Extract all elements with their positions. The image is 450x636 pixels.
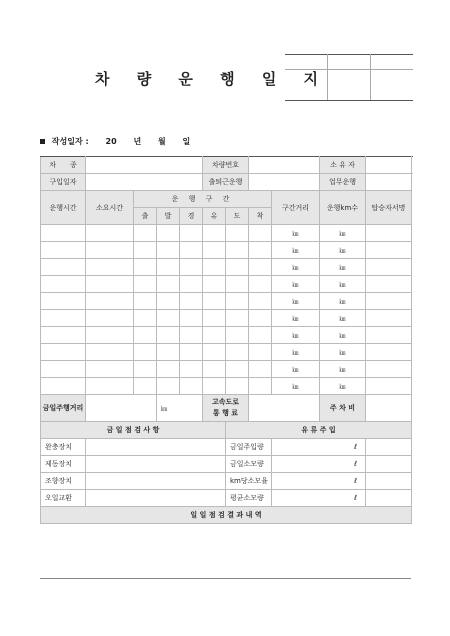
inspection-item-field[interactable] [86,490,226,507]
vehicle-type-field[interactable] [86,157,203,174]
log-cell[interactable] [41,378,86,395]
fuel-item-field[interactable] [272,439,366,456]
log-cell[interactable] [249,327,272,344]
date-day-unit: 일 [182,137,191,146]
distance-cell[interactable] [272,344,320,361]
passenger-sign-cell[interactable] [366,225,412,242]
log-row [41,378,412,395]
distance-cell[interactable] [272,276,320,293]
km-count-unit: ㎞ [339,264,346,272]
parking-label: 주 차 비 [320,395,366,422]
log-cell[interactable] [86,378,134,395]
duration-header: 소요시간 [86,191,134,225]
log-cell[interactable] [134,276,157,293]
fuel-item-extra[interactable] [366,473,412,490]
distance-unit: ㎞ [292,298,299,306]
fuel-item-unit: ℓ [354,443,357,451]
log-cell[interactable] [41,225,86,242]
km-count-header: 운행km수 [320,191,366,225]
log-cell[interactable] [86,225,134,242]
fuel-item-extra[interactable] [366,439,412,456]
log-cell[interactable] [249,344,272,361]
log-cell[interactable] [203,344,226,361]
log-cell[interactable] [249,310,272,327]
km-count-unit: ㎞ [339,332,346,340]
distance-unit: ㎞ [292,230,299,238]
log-row [41,242,412,259]
daily-distance-unit: ㎞ [157,395,203,422]
log-cell[interactable] [180,344,203,361]
distance-unit: ㎞ [292,247,299,255]
log-cell[interactable] [203,259,226,276]
inspection-item-label: 제동장치 [41,456,86,473]
fuel-item-extra[interactable] [366,456,412,473]
log-row [41,310,412,327]
log-cell[interactable] [180,259,203,276]
fuel-item-label: 금일주입량 [226,439,272,456]
bottom-divider [40,578,411,579]
km-count-unit: ㎞ [339,247,346,255]
distance-cell[interactable] [272,259,320,276]
log-cell[interactable] [86,293,134,310]
passenger-sign-cell[interactable] [366,259,412,276]
log-cell[interactable] [157,259,180,276]
purchase-date-label: 구입일자 [41,174,86,191]
distance-unit: ㎞ [292,366,299,374]
log-cell[interactable] [41,310,86,327]
log-cell[interactable] [249,225,272,242]
passenger-sign-cell[interactable] [366,276,412,293]
log-cell[interactable] [203,327,226,344]
section-sub-header: 출 [134,208,157,225]
commute-label: 출퇴근운행 [203,174,249,191]
log-cell[interactable] [157,327,180,344]
fuel-item-label: 금일소모량 [226,456,272,473]
log-cell[interactable] [86,242,134,259]
distance-cell[interactable] [272,361,320,378]
log-cell[interactable] [134,310,157,327]
log-row [41,327,412,344]
owner-label: 소 유 자 [320,157,366,174]
log-cell[interactable] [226,276,249,293]
date-year[interactable]: 20 [105,137,117,146]
log-cell[interactable] [41,361,86,378]
log-cell[interactable] [157,361,180,378]
passenger-sign-cell[interactable] [366,344,412,361]
km-count-unit: ㎞ [339,281,346,289]
log-cell[interactable] [249,293,272,310]
log-cell[interactable] [86,276,134,293]
inspection-item-field[interactable] [86,456,226,473]
passenger-sign-cell[interactable] [366,327,412,344]
inspection-item-label: 오일교환 [41,490,86,507]
date-label: 작성일자 : [51,137,89,146]
vehicle-number-field[interactable] [249,157,320,174]
log-cell[interactable] [41,276,86,293]
log-cell[interactable] [203,276,226,293]
log-cell[interactable] [86,310,134,327]
distance-unit: ㎞ [292,383,299,391]
fuel-item-field[interactable] [272,456,366,473]
log-cell[interactable] [134,378,157,395]
log-cell[interactable] [41,242,86,259]
vehicle-number-label: 차량번호 [203,157,249,174]
log-cell[interactable] [86,259,134,276]
section-sub-header: 발 [157,208,180,225]
business-field[interactable] [366,174,412,191]
inspection-title: 금 일 점 검 사 항 [41,422,226,439]
log-cell[interactable] [134,242,157,259]
km-count-cell[interactable] [320,310,366,327]
log-cell[interactable] [180,361,203,378]
date-line [40,136,204,147]
km-count-unit: ㎞ [339,315,346,323]
fuel-item-unit: ℓ [354,494,357,502]
log-cell[interactable] [249,276,272,293]
passenger-sign-cell[interactable] [366,378,412,395]
passenger-sign-cell[interactable] [366,242,412,259]
log-row [41,361,412,378]
km-count-unit: ㎞ [339,366,346,374]
km-count-cell[interactable] [320,361,366,378]
toll-label [203,395,249,422]
log-cell[interactable] [157,293,180,310]
log-cell[interactable] [157,242,180,259]
log-cell[interactable] [41,259,86,276]
inspection-row [41,456,412,473]
fuel-item-extra[interactable] [366,490,412,507]
commute-field[interactable] [249,174,320,191]
page-title: 차 량 운 행 일 지 [95,70,330,88]
log-row [41,344,412,361]
log-cell[interactable] [249,361,272,378]
log-cell[interactable] [157,225,180,242]
log-cell[interactable] [157,344,180,361]
log-cell[interactable] [226,361,249,378]
log-row [41,293,412,310]
log-cell[interactable] [203,310,226,327]
distance-unit: ㎞ [292,281,299,289]
log-cell[interactable] [226,378,249,395]
distance-cell[interactable] [272,310,320,327]
distance-cell[interactable] [272,293,320,310]
distance-cell[interactable] [272,225,320,242]
drive-time-header: 운행시간 [41,191,86,225]
fuel-item-unit: ℓ [354,460,357,468]
log-cell[interactable] [226,259,249,276]
daily-distance-field[interactable] [86,395,157,422]
log-cell[interactable] [41,327,86,344]
log-row [41,276,412,293]
log-cell[interactable] [157,310,180,327]
approval-sign-1[interactable] [285,70,328,101]
inspection-item-field[interactable] [86,439,226,456]
log-cell[interactable] [203,378,226,395]
km-count-unit: ㎞ [339,383,346,391]
distance-header: 구간거리 [272,191,320,225]
distance-cell[interactable] [272,242,320,259]
log-cell[interactable] [180,327,203,344]
log-cell[interactable] [41,344,86,361]
km-count-cell[interactable] [320,344,366,361]
log-cell[interactable] [226,225,249,242]
parking-field[interactable] [366,395,412,422]
log-cell[interactable] [226,293,249,310]
log-cell[interactable] [180,293,203,310]
km-count-unit: ㎞ [339,230,346,238]
approval-header-1[interactable] [285,55,328,70]
log-cell[interactable] [134,361,157,378]
fuel-item-label: km당소모율 [226,473,272,490]
log-cell[interactable] [180,276,203,293]
km-count-cell[interactable] [320,293,366,310]
log-cell[interactable] [226,327,249,344]
km-count-cell[interactable] [320,276,366,293]
toll-label-line1: 고속도로 [211,398,240,406]
distance-unit: ㎞ [292,332,299,340]
log-cell[interactable] [134,327,157,344]
distance-cell[interactable] [272,327,320,344]
passenger-sign-cell[interactable] [366,293,412,310]
distance-unit: ㎞ [292,264,299,272]
log-cell[interactable] [134,293,157,310]
vehicle-type-label: 차 종 [41,157,86,174]
inspection-item-label: 조향장치 [41,473,86,490]
log-cell[interactable] [180,310,203,327]
inspection-row [41,473,412,490]
fuel-item-field[interactable] [272,473,366,490]
km-count-cell[interactable] [320,327,366,344]
vehicle-log-table [40,156,412,524]
inspection-row [41,439,412,456]
log-cell[interactable] [180,242,203,259]
approval-sign-3[interactable] [371,70,414,101]
fuel-item-field[interactable] [272,490,366,507]
km-count-cell[interactable] [320,259,366,276]
log-cell[interactable] [86,361,134,378]
passenger-sign-header: 탑승자서명 [366,191,412,225]
inspection-item-field[interactable] [86,473,226,490]
distance-cell[interactable] [272,378,320,395]
fuel-item-label: 평균소모량 [226,490,272,507]
distance-unit: ㎞ [292,349,299,357]
log-row [41,225,412,242]
log-cell[interactable] [249,259,272,276]
log-cell[interactable] [249,242,272,259]
log-cell[interactable] [134,344,157,361]
approval-sign-2[interactable] [328,70,371,101]
log-cell[interactable] [134,259,157,276]
result-title: 일 일 점 검 결 과 내 역 [41,507,412,524]
owner-field[interactable] [366,157,412,174]
approval-header-3[interactable] [371,55,414,70]
section-sub-header: 착 [249,208,272,225]
toll-label-line2: 통 행 료 [212,409,239,417]
inspection-row [41,490,412,507]
log-cell[interactable] [249,378,272,395]
log-cell[interactable] [180,225,203,242]
km-count-unit: ㎞ [339,298,346,306]
log-cell[interactable] [157,378,180,395]
log-cell[interactable] [203,242,226,259]
log-cell[interactable] [157,276,180,293]
log-row [41,259,412,276]
km-count-cell[interactable] [320,378,366,395]
log-cell[interactable] [226,242,249,259]
log-cell[interactable] [226,344,249,361]
log-cell[interactable] [41,293,86,310]
log-cell[interactable] [203,293,226,310]
log-cell[interactable] [226,310,249,327]
approval-box [285,54,413,101]
bullet-square-icon [40,139,45,144]
section-sub-header: 도 [226,208,249,225]
fuel-title: 유 류 주 입 [226,422,412,439]
section-sub-header: 경 [180,208,203,225]
log-cell[interactable] [134,225,157,242]
log-cell[interactable] [180,378,203,395]
log-cell[interactable] [86,327,134,344]
business-label: 업무운행 [320,174,366,191]
daily-distance-label: 금일주행거리 [41,395,86,422]
distance-unit: ㎞ [292,315,299,323]
km-count-cell[interactable] [320,242,366,259]
date-month-unit: 월 [157,137,166,146]
approval-header-2[interactable] [328,55,371,70]
log-cell[interactable] [203,361,226,378]
passenger-sign-cell[interactable] [366,310,412,327]
section-header: 운 행 구 간 [134,191,272,208]
km-count-cell[interactable] [320,225,366,242]
log-cell[interactable] [86,344,134,361]
toll-field[interactable] [249,395,320,422]
log-cell[interactable] [203,225,226,242]
inspection-item-label: 완충장치 [41,439,86,456]
purchase-date-field[interactable] [86,174,203,191]
section-sub-header: 유 [203,208,226,225]
date-year-unit: 년 [133,137,142,146]
km-count-unit: ㎞ [339,349,346,357]
fuel-item-unit: ℓ [354,477,357,485]
passenger-sign-cell[interactable] [366,361,412,378]
